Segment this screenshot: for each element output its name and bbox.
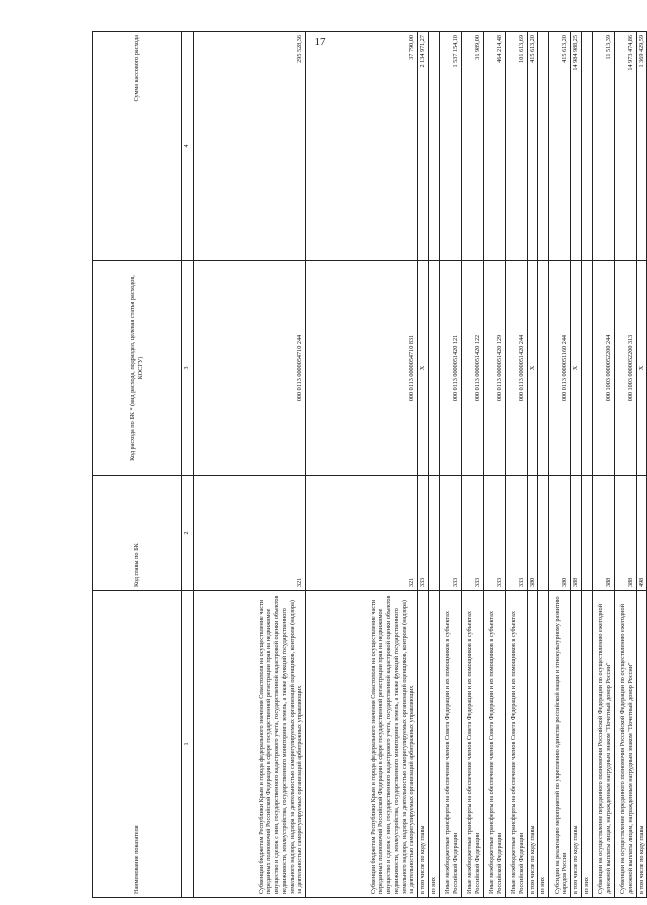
column-number: 4 (182, 32, 194, 261)
table-row (527, 32, 538, 898)
header-chapter-code: Код главы по БК (93, 476, 182, 591)
row-chapter-code (428, 476, 439, 591)
row-expense-code (581, 261, 592, 476)
row-chapter-code: 380 (549, 476, 571, 591)
column-number: 3 (182, 261, 194, 476)
table-row (538, 32, 549, 898)
row-cash-sum: 415 613,20 (527, 32, 538, 261)
row-cash-sum: 37 790,00 (306, 32, 418, 261)
row-indicator-name: Иные межбюджетные трансферты на обеспечение членов Совета Федерации и их помощников в субъектах Российской Федерации (461, 591, 483, 898)
row-expense-code: X (636, 261, 647, 476)
row-cash-sum: 101 613,69 (505, 32, 527, 261)
row-expense-code: 000 1003 0000052200 313 (614, 261, 636, 476)
row-expense-code: 000 0113 0000051420 244 (505, 261, 527, 476)
row-expense-code: 000 0113 0000051420 129 (483, 261, 505, 476)
row-expense-code: X (571, 261, 582, 476)
row-indicator-name: из них (581, 591, 592, 898)
row-chapter-code: 498 (636, 476, 647, 591)
table-body (194, 32, 647, 898)
row-expense-code (428, 261, 439, 476)
table-row (439, 32, 461, 898)
row-chapter-code: 388 (571, 476, 582, 591)
table-row (549, 32, 571, 898)
row-expense-code: 000 1003 0000052200 244 (592, 261, 614, 476)
row-cash-sum: 295 528,36 (194, 32, 306, 261)
row-chapter-code: 333 (461, 476, 483, 591)
table-header-row (93, 32, 182, 898)
table-row (306, 32, 418, 898)
row-expense-code: X (418, 261, 429, 476)
row-cash-sum (581, 32, 592, 261)
row-cash-sum: 1 537 154,10 (439, 32, 461, 261)
row-indicator-name: Субсидии на реализацию мероприятий по укреплению единства российской нации и этнокультурному развитию народов России (549, 591, 571, 898)
table-row (483, 32, 505, 898)
header-cash-sum: Сумма кассового расхода (93, 32, 182, 261)
row-cash-sum: 415 613,20 (549, 32, 571, 261)
row-indicator-name: Иные межбюджетные трансферты на обеспечение членов Совета Федерации и их помощников в субъектах Российской Федерации (505, 591, 527, 898)
row-expense-code: 000 0113 0000051160 244 (549, 261, 571, 476)
table-row (636, 32, 647, 898)
table-row (571, 32, 582, 898)
row-indicator-name: Субвенции на осуществление переданного полномочия Российской Федерации по осуществлению ежегодной денежной выплаты лицам, награжденным нагрудным знаком "Почетный донор России" (592, 591, 614, 898)
row-cash-sum (538, 32, 549, 261)
row-indicator-name: из них (538, 591, 549, 898)
row-cash-sum (428, 32, 439, 261)
header-indicator-name: Наименование показателя (93, 591, 182, 898)
column-number: 2 (182, 476, 194, 591)
row-expense-code (538, 261, 549, 476)
row-expense-code: 000 0113 0000054710 244 (194, 261, 306, 476)
row-indicator-name: Иные межбюджетные трансферты на обеспечение членов Совета Федерации и их помощников в субъектах Российской Федерации (483, 591, 505, 898)
table-row (194, 32, 306, 898)
row-expense-code: 000 0113 0000051420 122 (461, 261, 483, 476)
row-chapter-code (538, 476, 549, 591)
row-indicator-name: в том числе по коду главы (571, 591, 582, 898)
row-chapter-code (581, 476, 592, 591)
row-cash-sum: 11 513,39 (592, 32, 614, 261)
row-chapter-code: 321 (194, 476, 306, 591)
row-cash-sum: 464 214,48 (483, 32, 505, 261)
row-indicator-name: Иные межбюджетные трансферты на обеспечение членов Совета Федерации и их помощников в субъектах Российской Федерации (439, 591, 461, 898)
table-row (461, 32, 483, 898)
column-number: 1 (182, 591, 194, 898)
cash-expenditure-table (92, 31, 647, 898)
header-expense-code: Код расхода по БК * (вид расхода, подраздел, целевая статья расходов, КОСГУ) (93, 261, 182, 476)
column-number-row (182, 32, 194, 898)
row-chapter-code: 333 (439, 476, 461, 591)
row-chapter-code: 388 (592, 476, 614, 591)
row-cash-sum: 2 134 971,27 (418, 32, 429, 261)
row-cash-sum: 31 989,00 (461, 32, 483, 261)
row-indicator-name: из них (428, 591, 439, 898)
row-chapter-code: 388 (614, 476, 636, 591)
row-expense-code: 000 0113 0000051420 121 (439, 261, 461, 476)
row-chapter-code: 333 (505, 476, 527, 591)
row-indicator-name: Субвенции бюджетам Республики Крым и города федерального значения Севастополя на осуществление части переданных полномочий Российской Федерации в сфере государственной регистрации прав на недвижимое имущество и сделок с ним, государственного кадастрового учета, государственной кадастровой оценки объектов недвижимости, землеустройства, государственного мониторинга земель, а также функций государственного земельного надзора, надзора за деятельностью саморегулируемых организаций оценщиков, контроля (надзора) за деятельностью саморегулируемых организаций арбитражных управляющих (306, 591, 418, 898)
row-chapter-code: 321 (306, 476, 418, 591)
row-expense-code: 000 0113 0000054710 831 (306, 261, 418, 476)
row-indicator-name: в том числе по коду главы (527, 591, 538, 898)
table-row (614, 32, 636, 898)
row-indicator-name: Субвенции на осуществление переданного полномочия Российской Федерации по осуществлению ежегодной денежной выплаты лицам, награжденным нагрудным знаком "Почетный донор России" (614, 591, 636, 898)
row-indicator-name: Субвенции бюджетам Республики Крым и города федерального значения Севастополя на осуществление части переданных полномочий Российской Федерации в сфере государственной регистрации прав на недвижимое имущество и сделок с ним, государственного кадастрового учета, государственной кадастровой оценки объектов недвижимости, землеустройства, государственного мониторинга земель, а также функций государственного земельного надзора, надзора за деятельностью саморегулируемых организаций оценщиков, контроля (надзора) за деятельностью саморегулируемых организаций арбитражных управляющих (194, 591, 306, 898)
row-chapter-code: 380 (527, 476, 538, 591)
row-cash-sum: 1 369 429,59 (636, 32, 647, 261)
row-indicator-name: в том числе по коду главы (636, 591, 647, 898)
row-cash-sum: 14 973 474,86 (614, 32, 636, 261)
row-expense-code: X (527, 261, 538, 476)
table-row (592, 32, 614, 898)
table-row (505, 32, 527, 898)
table-row (428, 32, 439, 898)
page-number: 17 (314, 36, 326, 48)
table-row (418, 32, 429, 898)
row-chapter-code: 333 (418, 476, 429, 591)
row-chapter-code: 333 (483, 476, 505, 591)
table-row (581, 32, 592, 898)
row-indicator-name: в том числе по коду главы (418, 591, 429, 898)
row-cash-sum: 14 984 988,25 (571, 32, 582, 261)
